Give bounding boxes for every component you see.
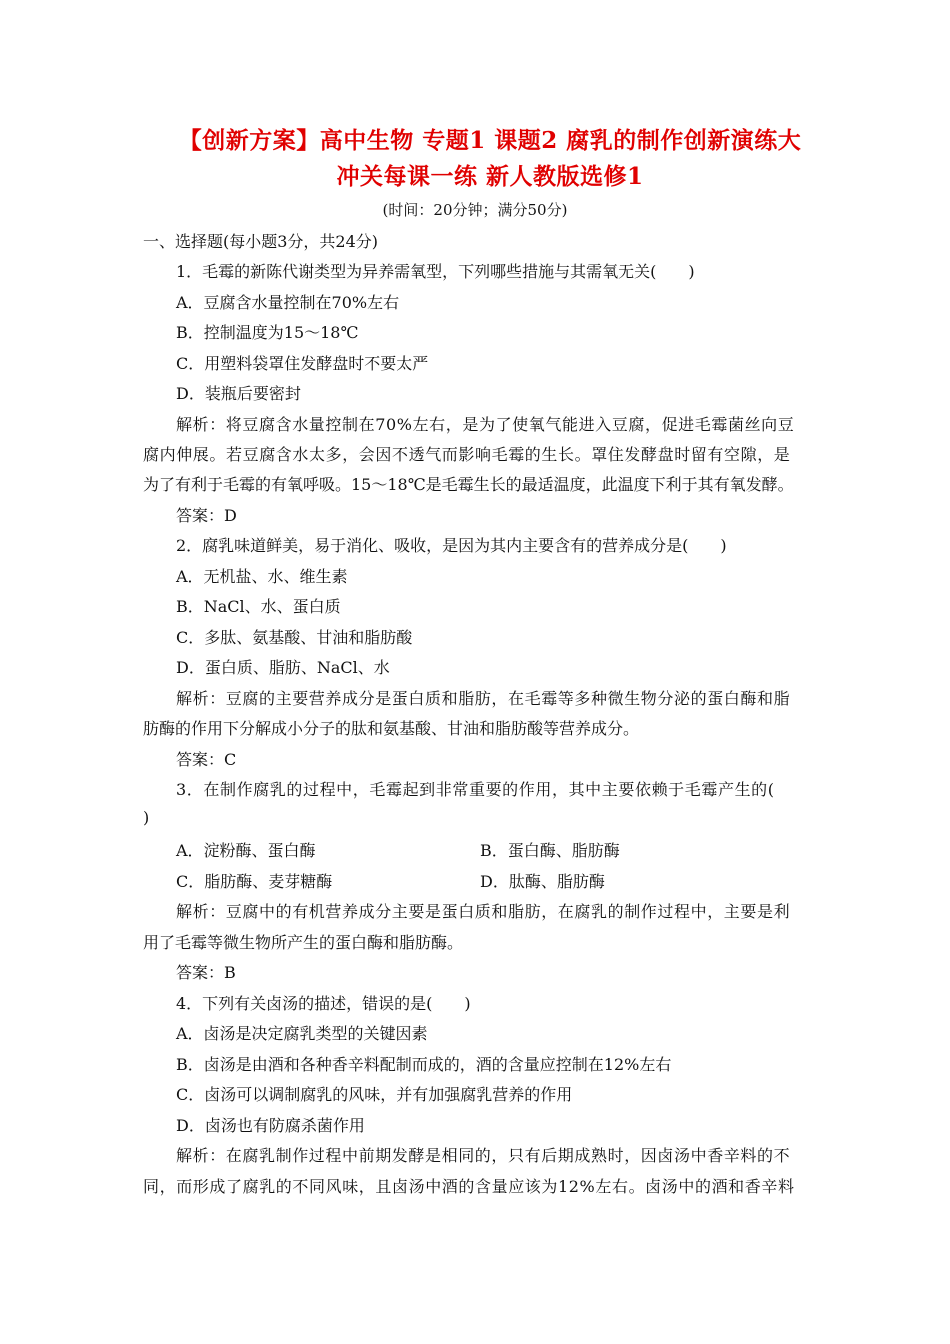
question-1-option-c: C．用塑料袋罩住发酵盘时不要太严 (176, 354, 429, 373)
document-title-line-2: 冲关每课一练 新人教版选修1 (336, 163, 644, 190)
question-1-analysis-line: 解析：将豆腐含水量控制在70%左右，是为了使氧气能进入豆腐，促进毛霉菌丝向豆 (176, 415, 795, 434)
question-3-analysis-line: 用了毛霉等微生物所产生的蛋白酶和脂肪酶。 (143, 933, 464, 952)
question-1-answer: 答案：D (176, 506, 237, 525)
question-2-analysis-line: 肪酶的作用下分解成小分子的肽和氨基酸、甘油和脂肪酸等营养成分。 (143, 719, 640, 738)
section-heading: 一、选择题(每小题3分，共24分) (143, 232, 379, 251)
question-3-option-b: B．蛋白酶、脂肪酶 (480, 841, 620, 860)
question-2-answer: 答案：C (176, 750, 237, 769)
question-3-stem-continued: ) (143, 808, 150, 827)
time-score-info: (时间：20分钟；满分50分) (382, 201, 568, 219)
question-3-option-c: C．脂肪酶、麦芽糖酶 (176, 872, 333, 891)
question-2-stem: 2．腐乳味道鲜美，易于消化、吸收，是因为其内主要含有的营养成分是( ) (176, 536, 727, 555)
question-1-option-b: B．控制温度为15～18℃ (176, 323, 359, 342)
question-4-option-d: D．卤汤也有防腐杀菌作用 (176, 1116, 365, 1135)
question-3-analysis-line: 解析：豆腐中的有机营养成分主要是蛋白质和脂肪，在腐乳的制作过程中，主要是利 (176, 902, 791, 921)
question-1-stem: 1．毛霉的新陈代谢类型为异养需氧型，下列哪些措施与其需氧无关( ) (176, 262, 695, 281)
question-3-option-a: A．淀粉酶、蛋白酶 (176, 841, 316, 860)
question-3-option-d: D．肽酶、脂肪酶 (480, 872, 605, 891)
question-4-option-b: B．卤汤是由酒和各种香辛料配制而成的，酒的含量应控制在12%左右 (176, 1055, 672, 1074)
question-1-analysis-line: 腐内伸展。若豆腐含水太多，会因不透气而影响毛霉的生长。罩住发酵盘时留有空隙，是 (143, 445, 791, 464)
question-4-stem: 4．下列有关卤汤的描述，错误的是( ) (176, 994, 471, 1013)
question-2-option-a: A．无机盐、水、维生素 (176, 567, 348, 586)
question-4-option-a: A．卤汤是决定腐乳类型的关键因素 (176, 1024, 428, 1043)
question-1-analysis-line: 为了有利于毛霉的有氧呼吸。15～18℃是毛霉生长的最适温度，此温度下利于其有氧发酵。 (143, 475, 794, 494)
question-3-stem: 3．在制作腐乳的过程中，毛霉起到非常重要的作用，其中主要依赖于毛霉产生的( (176, 780, 775, 799)
question-4-option-c: C．卤汤可以调制腐乳的风味，并有加强腐乳营养的作用 (176, 1085, 573, 1104)
question-4-analysis-line: 解析：在腐乳制作过程中前期发酵是相同的，只有后期成熟时，因卤汤中香辛料的不 (176, 1146, 791, 1165)
question-1-option-a: A．豆腐含水量控制在70%左右 (176, 293, 400, 312)
question-3-answer: 答案：B (176, 963, 236, 982)
question-1-option-d: D．装瓶后要密封 (176, 384, 301, 403)
question-2-analysis-line: 解析：豆腐的主要营养成分是蛋白质和脂肪，在毛霉等多种微生物分泌的蛋白酶和脂 (176, 689, 791, 708)
document-title-line-1: 【创新方案】高中生物 专题1 课题2 腐乳的制作创新演练大 (178, 127, 802, 154)
question-4-analysis-line: 同，而形成了腐乳的不同风味，且卤汤中酒的含量应该为12%左右。卤汤中的酒和香辛料 (143, 1177, 795, 1196)
question-2-option-b: B．NaCl、水、蛋白质 (176, 597, 341, 616)
question-2-option-d: D．蛋白质、脂肪、NaCl、水 (176, 658, 390, 677)
question-2-option-c: C．多肽、氨基酸、甘油和脂肪酸 (176, 628, 413, 647)
